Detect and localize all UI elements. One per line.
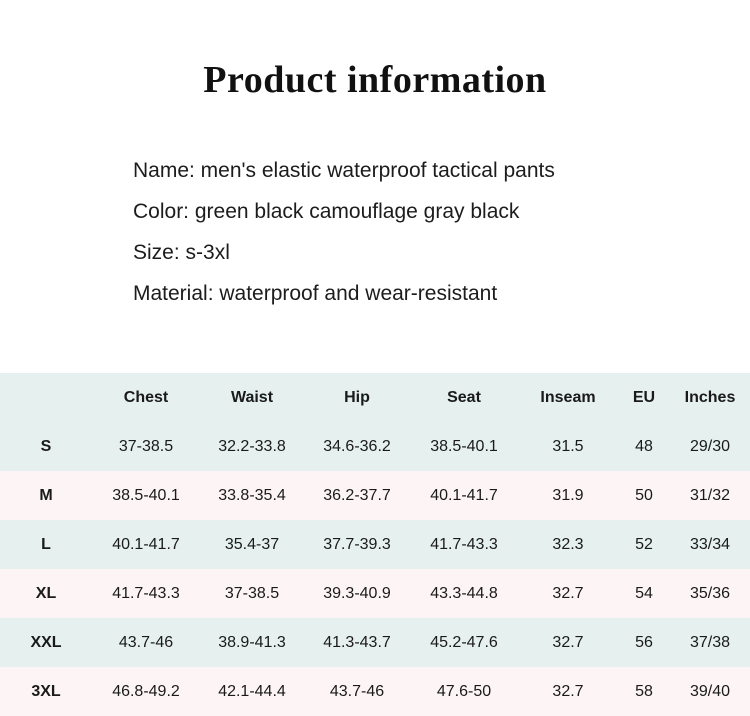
product-size-line: Size: s-3xl	[133, 241, 230, 264]
size-chart-table	[0, 373, 750, 716]
row-size-label: S	[40, 437, 52, 455]
cell-inseam: 31.5	[552, 437, 584, 455]
cell-seat: 38.5-40.1	[430, 437, 498, 455]
cell-seat: 47.6-50	[436, 682, 492, 700]
table-row	[0, 618, 750, 667]
cell-seat: 41.7-43.3	[430, 535, 498, 553]
table-row	[0, 569, 750, 618]
cell-seat: 45.2-47.6	[430, 633, 498, 651]
cell-inseam: 31.9	[552, 486, 584, 504]
table-row	[0, 520, 750, 569]
cell-inches: 35/36	[689, 584, 731, 602]
cell-waist: 42.1-44.4	[218, 682, 286, 700]
cell-waist: 38.9-41.3	[218, 633, 286, 651]
product-color-line: Color: green black camouflage gray black	[133, 200, 520, 223]
cell-eu: 58	[635, 682, 653, 700]
header-inseam: Inseam	[540, 388, 596, 406]
cell-hip: 39.3-40.9	[323, 584, 391, 602]
row-size-label: XXL	[30, 633, 62, 651]
cell-chest: 43.7-46	[118, 633, 174, 651]
size-chart-body	[0, 422, 750, 716]
cell-eu: 54	[635, 584, 653, 602]
cell-inseam: 32.7	[552, 682, 584, 700]
cell-chest: 40.1-41.7	[112, 535, 180, 553]
cell-inches: 37/38	[689, 633, 731, 651]
row-size-label: L	[41, 535, 51, 553]
cell-chest: 41.7-43.3	[112, 584, 180, 602]
table-header-row	[0, 373, 750, 422]
header-seat: Seat	[447, 388, 481, 406]
product-name-line: Name: men's elastic waterproof tactical pants	[133, 159, 555, 182]
cell-seat: 43.3-44.8	[430, 584, 498, 602]
cell-eu: 56	[635, 633, 653, 651]
header-waist: Waist	[230, 388, 274, 406]
cell-waist: 33.8-35.4	[218, 486, 286, 504]
cell-seat: 40.1-41.7	[430, 486, 498, 504]
cell-inches: 29/30	[689, 437, 731, 455]
table-row	[0, 471, 750, 520]
cell-waist: 32.2-33.8	[218, 437, 286, 455]
header-size	[0, 373, 92, 422]
cell-waist: 35.4-37	[224, 535, 280, 553]
cell-inches: 39/40	[689, 682, 731, 700]
row-size-label: M	[39, 486, 53, 504]
cell-hip: 36.2-37.7	[323, 486, 391, 504]
cell-waist: 37-38.5	[224, 584, 280, 602]
cell-chest: 46.8-49.2	[112, 682, 180, 700]
cell-inseam: 32.3	[552, 535, 584, 553]
cell-inches: 31/32	[689, 486, 731, 504]
cell-eu: 48	[635, 437, 653, 455]
cell-hip: 34.6-36.2	[323, 437, 391, 455]
page-title: Product information	[203, 59, 547, 101]
product-material-line: Material: waterproof and wear-resistant	[133, 282, 498, 305]
cell-hip: 43.7-46	[329, 682, 385, 700]
cell-hip: 41.3-43.7	[323, 633, 391, 651]
table-row	[0, 422, 750, 471]
cell-chest: 37-38.5	[118, 437, 174, 455]
row-size-label: XL	[35, 584, 57, 602]
cell-inseam: 32.7	[552, 633, 584, 651]
cell-hip: 37.7-39.3	[323, 535, 391, 553]
cell-eu: 50	[635, 486, 653, 504]
product-info-block	[0, 150, 750, 314]
header-hip: Hip	[344, 388, 370, 406]
cell-inches: 33/34	[689, 535, 731, 553]
size-chart-header	[0, 373, 750, 422]
header-eu: EU	[632, 388, 656, 406]
header-inches: Inches	[684, 388, 736, 406]
cell-eu: 52	[635, 535, 653, 553]
cell-inseam: 32.7	[552, 584, 584, 602]
header-chest: Chest	[123, 388, 169, 406]
cell-chest: 38.5-40.1	[112, 486, 180, 504]
row-size-label: 3XL	[31, 682, 61, 700]
